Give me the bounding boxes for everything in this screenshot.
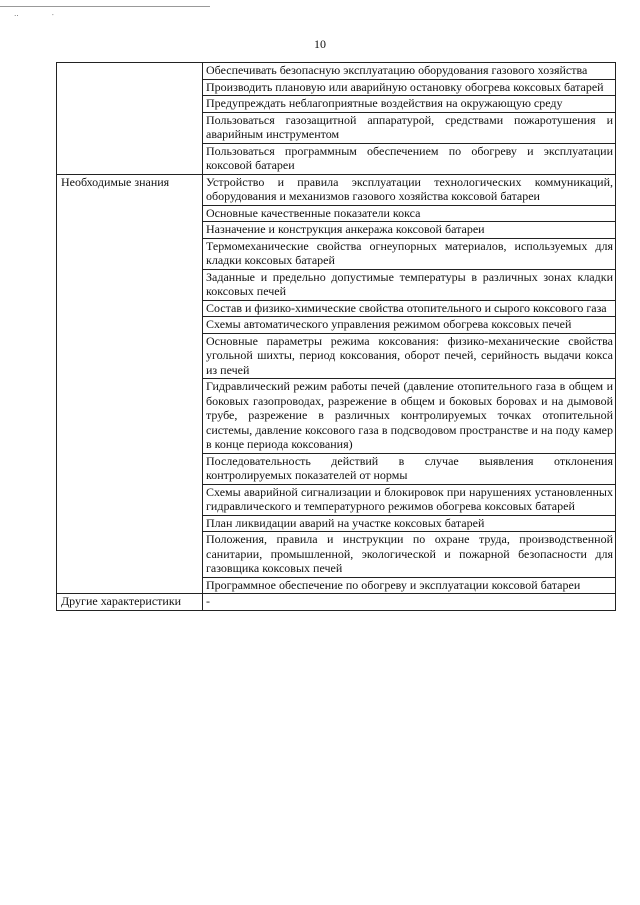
table-row: [57, 594, 616, 611]
corner-mark: ··: [14, 12, 19, 20]
table-cell: Схемы автоматического управления режимом обогрева коксовых печей: [203, 317, 616, 334]
other-characteristics-label: Другие характеристики: [57, 594, 203, 611]
table-cell: Программное обеспечение по обогреву и эксплуатации коксовой батареи: [203, 577, 616, 594]
top-rule: [0, 6, 210, 7]
table-cell: Положения, правила и инструкции по охране труда, производственной санитарии, промышленной, экологической и пожарной безопасности для газовщика коксовых печей: [203, 532, 616, 578]
table-cell: Последовательность действий в случае выявления отклонения контролируемых показателей от нормы: [203, 453, 616, 484]
table-cell: Назначение и конструкция анкеража коксовой батареи: [203, 222, 616, 239]
table-cell: Предупреждать неблагоприятные воздействия на окружающую среду: [203, 96, 616, 113]
table-cell: Заданные и предельно допустимые температуры в различных зонах кладки коксовых печей: [203, 269, 616, 300]
table-cell: Пользоваться газозащитной аппаратурой, средствами пожаротушения и аварийным инструментом: [203, 112, 616, 143]
table-cell: Схемы аварийной сигнализации и блокировок при нарушениях установленных гидравлического и температурного режимов обогрева коксовых батарей: [203, 484, 616, 515]
table-cell: Состав и физико-химические свойства отопительного и сырого коксового газа: [203, 300, 616, 317]
table-cell: Основные параметры режима коксования: физико-механические свойства угольной шихты, период коксования, оборот печей, серийность выдачи кокса из печей: [203, 333, 616, 379]
table-row: [57, 63, 616, 80]
table-cell: Термомеханические свойства огнеупорных материалов, используемых для кладки коксовых батарей: [203, 238, 616, 269]
table-row: [57, 174, 616, 205]
corner-mark: ∙: [52, 11, 54, 19]
knowledge-label: Необходимые знания: [57, 174, 203, 594]
table-cell: Производить плановую или аварийную остановку обогрева коксовых батарей: [203, 79, 616, 96]
page-number: 10: [314, 37, 326, 51]
table-cell: Основные качественные показатели кокса: [203, 205, 616, 222]
table-cell: Гидравлический режим работы печей (давление отопительного газа в общем и боковых газопроводах, разрежение в общем и боковых боровах и на дымовой трубе, разрежение в различных контролируемых точках отопительной системы, давление коксового газа в подсводовом пространстве и на поду камер в конце периода коксования): [203, 379, 616, 454]
table-cell: План ликвидации аварий на участке коксовых батарей: [203, 515, 616, 532]
table-cell: Пользоваться программным обеспечением по обогреву и эксплуатации коксовой батареи: [203, 143, 616, 174]
table-cell: Устройство и правила эксплуатации технологических коммуникаций, оборудования и механизмов газового хозяйства коксовой батареи: [203, 174, 616, 205]
requirements-table: [56, 62, 616, 611]
table-cell: Обеспечивать безопасную эксплуатацию оборудования газового хозяйства: [203, 63, 616, 80]
other-characteristics-value: -: [203, 594, 616, 611]
empty-label-cell: [57, 63, 203, 175]
